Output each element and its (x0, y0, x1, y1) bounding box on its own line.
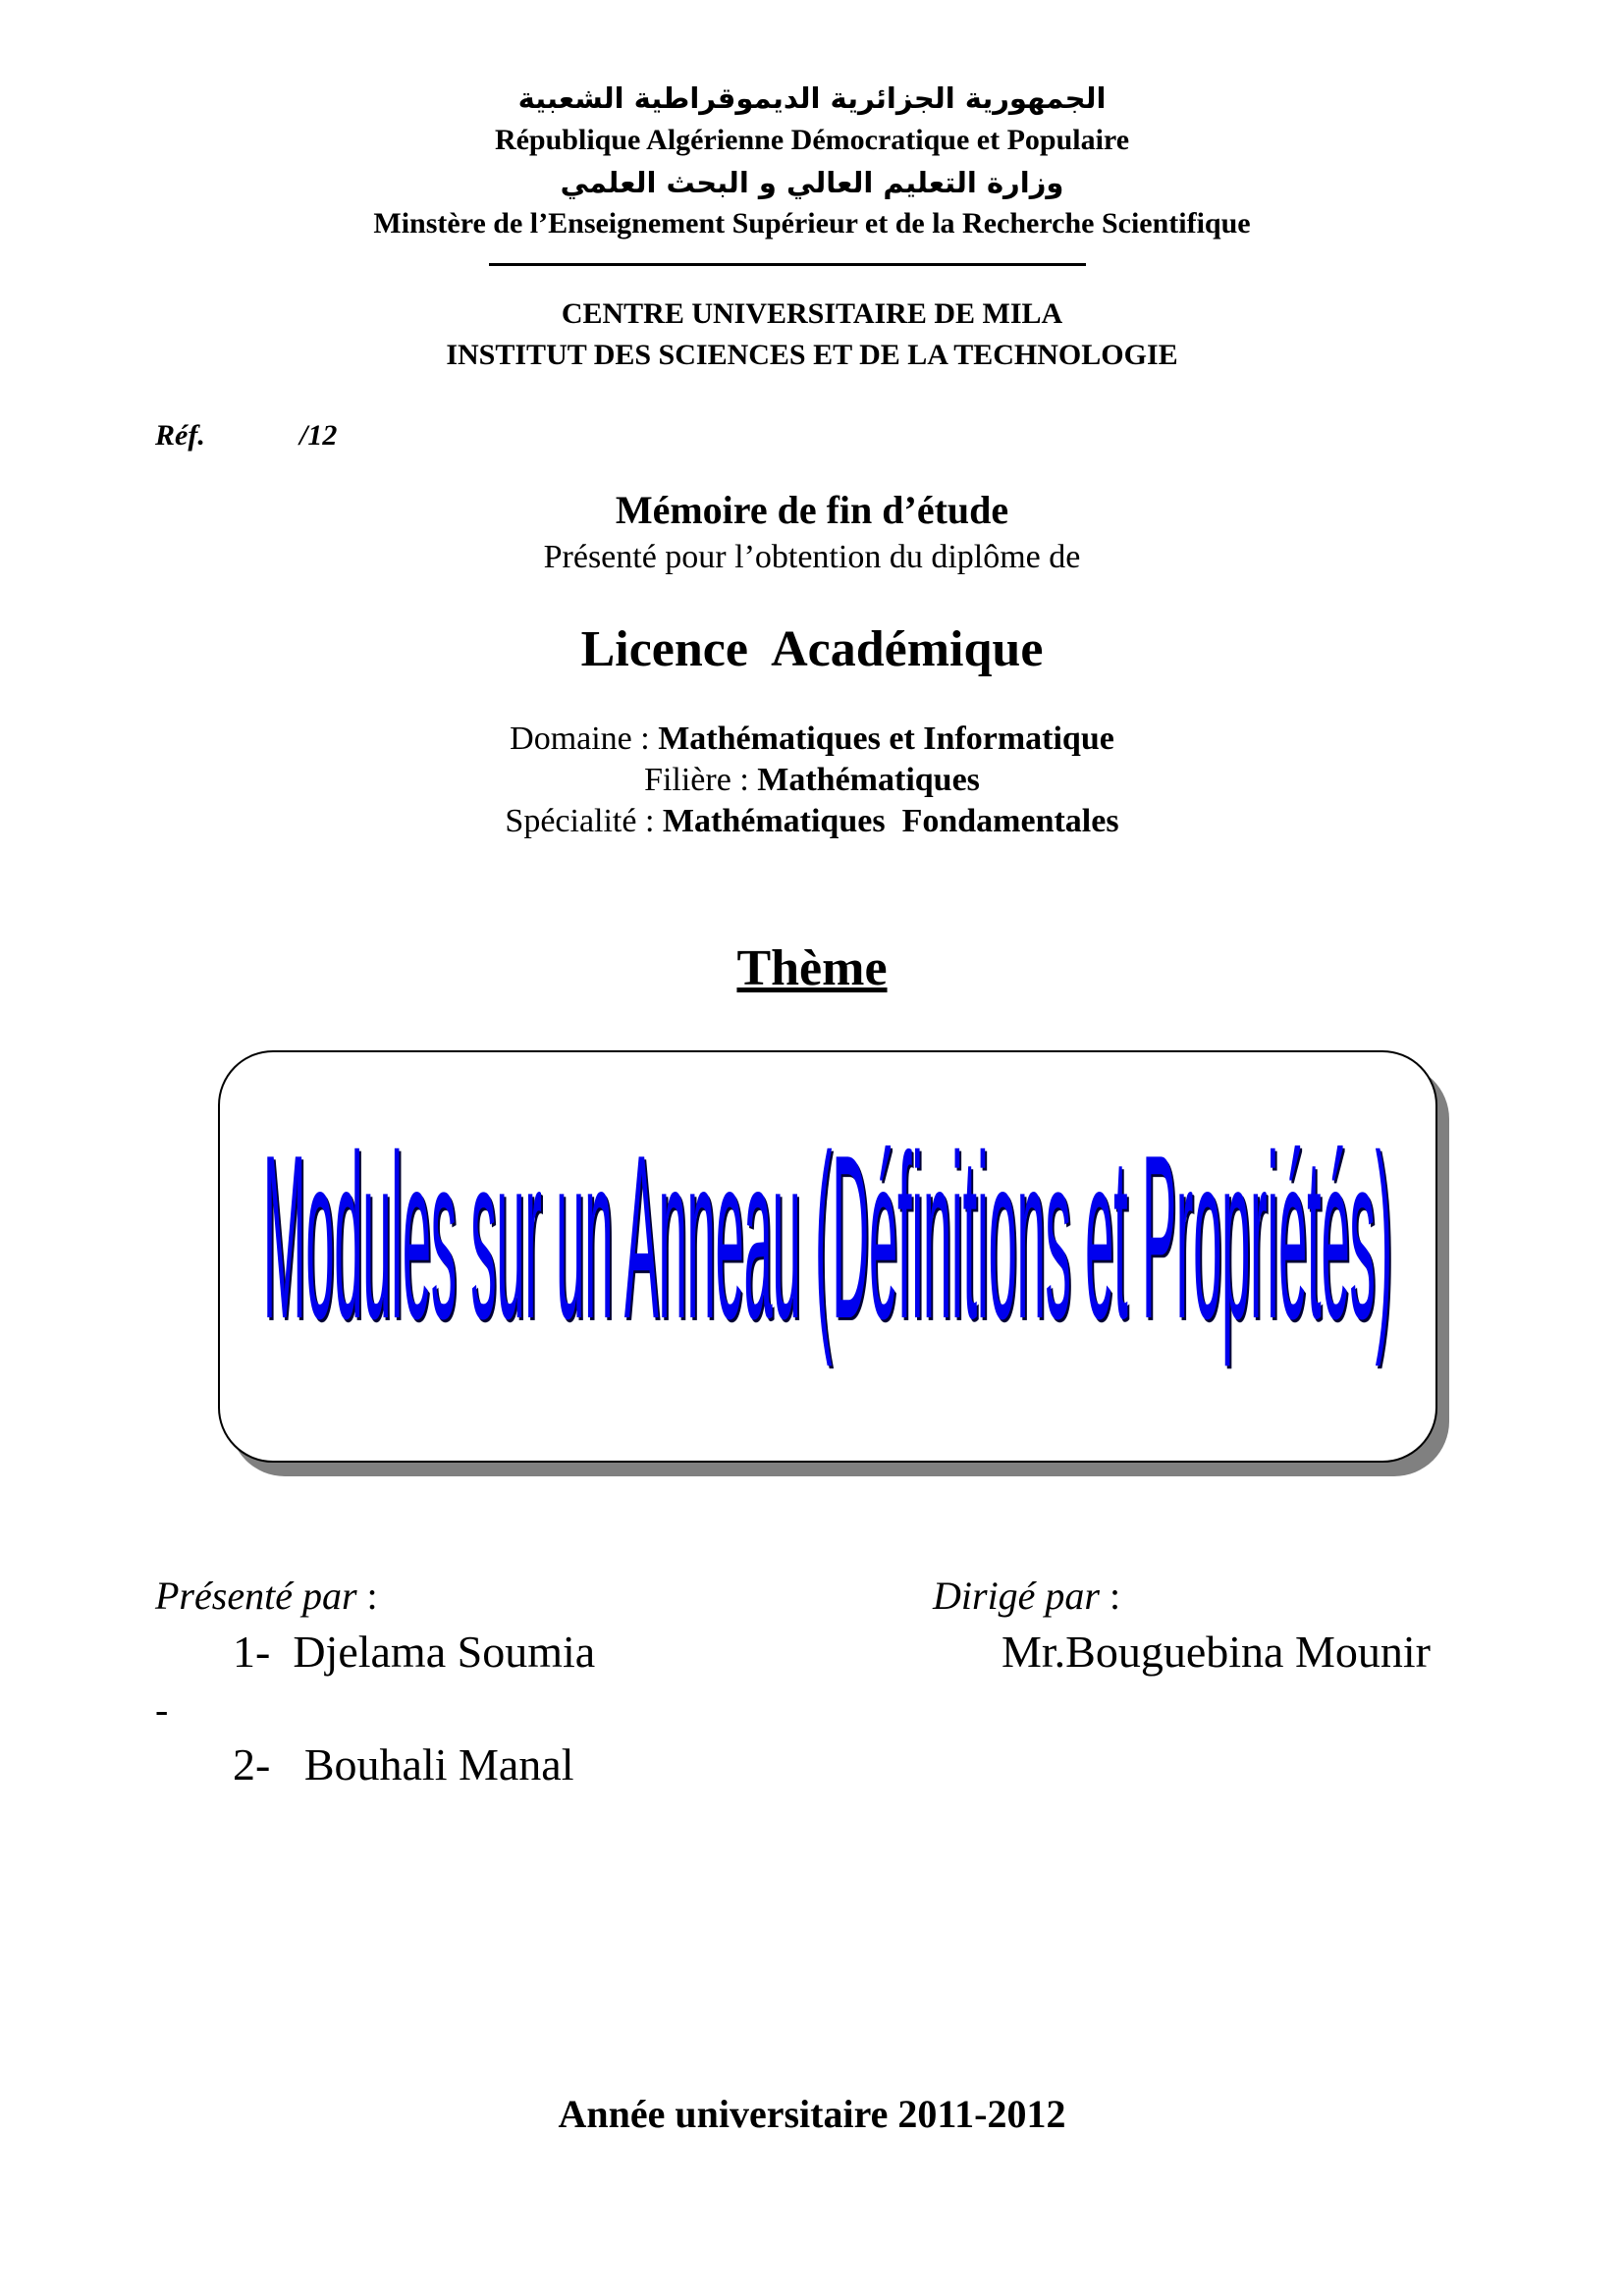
domaine-label: Domaine : (510, 721, 659, 757)
filiere-line (0, 764, 1624, 797)
theme-heading: Thème (736, 940, 888, 996)
theme-title: Modules sur un Anneau (Définitions et Propriétés) (263, 1105, 1392, 1367)
domaine-value: Mathématiques et Informatique (658, 721, 1114, 757)
memoire-subtitle: Présenté pour l’obtention du diplôme de (543, 539, 1081, 575)
country-name-arabic: الجمهورية الجزائرية الديموقراطية الشعبية (517, 81, 1107, 115)
supervised-by-label: Dirigé par (933, 1574, 1100, 1618)
author-1: 1- Djelama Soumia (233, 1627, 596, 1677)
ministry-name-arabic: وزارة التعليم العالي و البحث العلمي (560, 166, 1064, 199)
author-2: 2- Bouhali Manal (233, 1739, 574, 1789)
ref-label: Réf. (155, 419, 205, 452)
supervised-by (933, 1576, 1120, 1616)
filiere-label: Filière : (644, 762, 758, 798)
degree-title: Licence Académique (580, 621, 1044, 677)
country-name-french: République Algérienne Démocratique et Populaire (494, 124, 1130, 156)
institute-name: INSTITUT DES SCIENCES ET DE LA TECHNOLOGIE (446, 339, 1178, 371)
author-dash: - (155, 1687, 169, 1732)
theme-title-box (218, 1050, 1437, 1463)
theme-wordart (220, 1052, 1435, 1461)
university-name: CENTRE UNIVERSITAIRE DE MILA (561, 297, 1063, 330)
ref-number: /12 (299, 419, 338, 452)
specialite-value: Mathématiques Fondamentales (662, 803, 1119, 839)
domaine-line (0, 722, 1624, 756)
specialite-label: Spécialité : (505, 803, 663, 839)
memoire-title: Mémoire de fin d’étude (615, 488, 1009, 532)
ministry-name-french: Minstère de l’Enseignement Supérieur et de la Recherche Scientifique (373, 207, 1251, 240)
presented-by-colon: : (356, 1574, 378, 1618)
specialite-line (0, 805, 1624, 838)
filiere-value: Mathématiques (757, 762, 980, 798)
presented-by-label: Présenté par (155, 1574, 357, 1618)
academic-year: Année universitaire 2011-2012 (558, 2092, 1066, 2136)
supervised-by-colon: : (1100, 1574, 1121, 1618)
presented-by (155, 1576, 378, 1616)
supervisor-name: Mr.Bouguebina Mounir (1001, 1627, 1431, 1677)
header-divider (489, 263, 1086, 266)
